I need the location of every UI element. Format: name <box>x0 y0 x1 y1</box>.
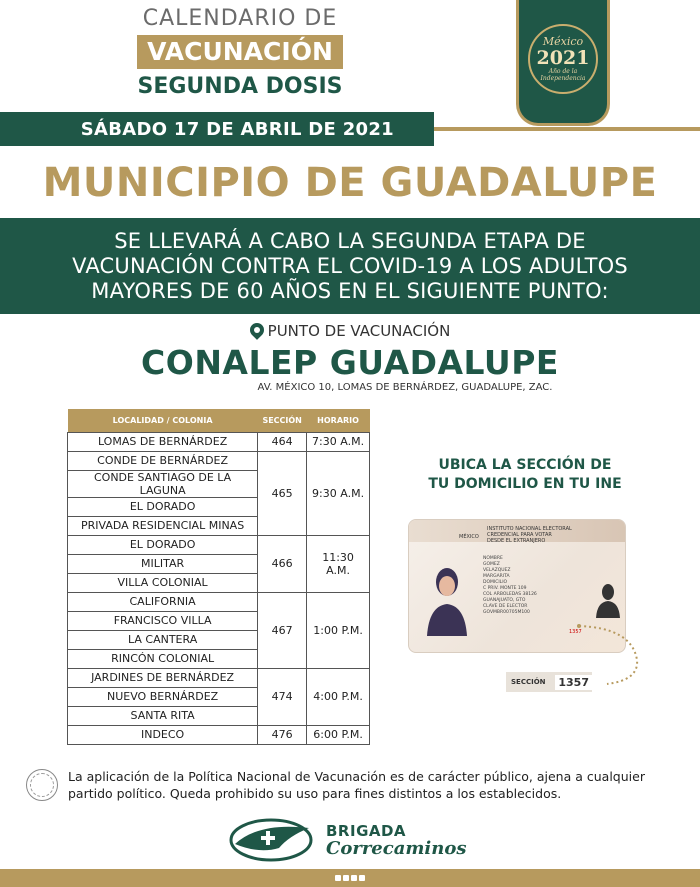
ine-card-details <box>483 556 537 616</box>
table-row <box>68 535 370 554</box>
locality-cell: JARDINES DE BERNÁRDEZ <box>68 668 258 687</box>
twitter-icon[interactable] <box>343 875 349 881</box>
ine-hint-line: TU DOMICILIO EN TU INE <box>428 476 622 492</box>
column-header-section: SECCIÓN <box>258 409 307 432</box>
ine-card-title-line: DESDE EL EXTRANJERO <box>487 538 546 544</box>
locality-cell: EL DORADO <box>68 497 258 516</box>
section-cell: 465 <box>258 451 307 535</box>
ine-small-portrait <box>595 580 621 618</box>
announcement-line: MAYORES DE 60 AÑOS EN EL SIGUIENTE PUNTO: <box>91 279 609 303</box>
ine-card-line: GOMEZ <box>483 562 500 567</box>
announcement-banner <box>0 218 700 314</box>
mexico-2021-logo <box>516 0 610 126</box>
header-second-dose-label: SEGUNDA DOSIS <box>137 74 343 99</box>
locality-cell: PRIVADA RESIDENCIAL MINAS <box>68 516 258 535</box>
column-header-locality: LOCALIDAD / COLONIA <box>68 409 258 432</box>
locality-cell: EL DORADO <box>68 535 258 554</box>
table-header-row <box>68 409 370 432</box>
ine-card-title-line: INSTITUTO NACIONAL ELECTORAL <box>487 526 572 532</box>
column-header-time: HORARIO <box>307 409 370 432</box>
ine-card-line: NOMBRE <box>483 556 503 561</box>
ine-card-line: DOMICILIO <box>483 580 508 585</box>
locality-cell: SANTA RITA <box>68 706 258 725</box>
youtube-icon[interactable] <box>359 875 365 881</box>
ine-card-line: GOVMBR00705M100 <box>483 610 530 615</box>
ine-card-title <box>487 526 572 544</box>
roadrunner-icon <box>229 814 319 864</box>
time-cell: 6:00 P.M. <box>307 725 370 744</box>
locality-cell: CONDE SANTIAGO DE LA LAGUNA <box>68 470 258 497</box>
logo-year: 2021 <box>536 47 590 69</box>
table-row <box>68 451 370 470</box>
ine-card-line: COL ARBOLEDAS 38126 <box>483 592 537 597</box>
ine-hint-title <box>405 456 645 494</box>
ine-card-title-line: CREDENCIAL PARA VOTAR <box>487 532 552 538</box>
municipality-title: MUNICIPIO DE GUADALUPE <box>42 160 658 206</box>
table-row <box>68 668 370 687</box>
national-seal-icon <box>26 769 58 801</box>
header-calendar-label: CALENDARIO DE <box>142 6 338 31</box>
locality-cell: LA CANTERA <box>68 630 258 649</box>
instagram-icon[interactable] <box>351 875 357 881</box>
locality-cell: LOMAS DE BERNÁRDEZ <box>68 432 258 451</box>
locality-cell: FRANCISCO VILLA <box>68 611 258 630</box>
locality-cell: VILLA COLONIAL <box>68 573 258 592</box>
table-body <box>68 432 370 744</box>
locality-cell: RINCÓN COLONIAL <box>68 649 258 668</box>
ine-card-line: MARGARITA <box>483 574 510 579</box>
ine-photo-portrait <box>425 560 469 636</box>
brigada-logo <box>229 814 489 866</box>
time-cell: 7:30 A.M. <box>307 432 370 451</box>
logo-subtitle: Año de la Independencia <box>540 68 586 82</box>
section-callout-number: 1357 <box>555 675 592 690</box>
ine-card-line: CLAVE DE ELECTOR <box>483 604 528 609</box>
time-cell: 11:30 A.M. <box>307 535 370 592</box>
announcement-line: VACUNACIÓN CONTRA EL COVID-19 A LOS ADULTOS <box>72 254 628 278</box>
brigada-subtitle: Correcaminos <box>326 838 467 859</box>
legal-disclaimer: La aplicación de la Política Nacional de Vacunación es de carácter público, ajena a cualquier partido político. Queda prohibido su uso para fines distintos a los establecidos. <box>68 769 645 801</box>
brigada-title: BRIGADA <box>326 822 407 840</box>
section-cell: 474 <box>258 668 307 725</box>
section-cell: 467 <box>258 592 307 668</box>
ine-card-line: GUANAJUATO, GTO <box>483 598 526 603</box>
date-banner: SÁBADO 17 DE ABRIL DE 2021 <box>0 112 434 146</box>
footer-bar <box>0 869 700 887</box>
section-cell: 476 <box>258 725 307 744</box>
locality-cell: MILITAR <box>68 554 258 573</box>
schedule-table <box>67 409 370 745</box>
facebook-icon[interactable] <box>335 875 341 881</box>
gold-divider <box>434 127 700 131</box>
point-label-text: PUNTO DE VACUNACIÓN <box>267 322 451 340</box>
ine-card-section-highlight: 1357 <box>569 629 582 635</box>
section-callout <box>506 672 592 692</box>
locality-cell: INDECO <box>68 725 258 744</box>
ine-card-line: C PRIV. MONTE 109 <box>483 586 527 591</box>
table-row <box>68 432 370 451</box>
seal-ring <box>30 773 54 797</box>
table-row <box>68 725 370 744</box>
location-pin-icon <box>247 320 267 340</box>
ine-hint-line: UBICA LA SECCIÓN DE <box>438 457 612 473</box>
vaccination-point-address: AV. MÉXICO 10, LOMAS DE BERNÁRDEZ, GUADALUPE, ZAC. <box>257 382 553 393</box>
section-cell: 464 <box>258 432 307 451</box>
section-callout-label: SECCIÓN <box>511 678 546 686</box>
poster-header <box>130 6 350 101</box>
locality-cell: CONDE DE BERNÁRDEZ <box>68 451 258 470</box>
ine-card-country: MÉXICO <box>459 534 479 540</box>
table-row <box>68 592 370 611</box>
logo-country: México <box>542 35 584 48</box>
time-cell: 1:00 P.M. <box>307 592 370 668</box>
vaccination-point-label <box>0 322 700 340</box>
locality-cell: NUEVO BERNÁRDEZ <box>68 687 258 706</box>
vaccination-point-name: CONALEP GUADALUPE <box>141 343 559 382</box>
time-cell: 4:00 P.M. <box>307 668 370 725</box>
locality-cell: CALIFORNIA <box>68 592 258 611</box>
ine-card-line: VELAZQUEZ <box>483 568 511 573</box>
section-cell: 466 <box>258 535 307 592</box>
logo-emblem <box>528 24 598 94</box>
time-cell: 9:30 A.M. <box>307 451 370 535</box>
header-vaccination-label: VACUNACIÓN <box>137 35 343 69</box>
announcement-line: SE LLEVARÁ A CABO LA SEGUNDA ETAPA DE <box>114 229 586 253</box>
